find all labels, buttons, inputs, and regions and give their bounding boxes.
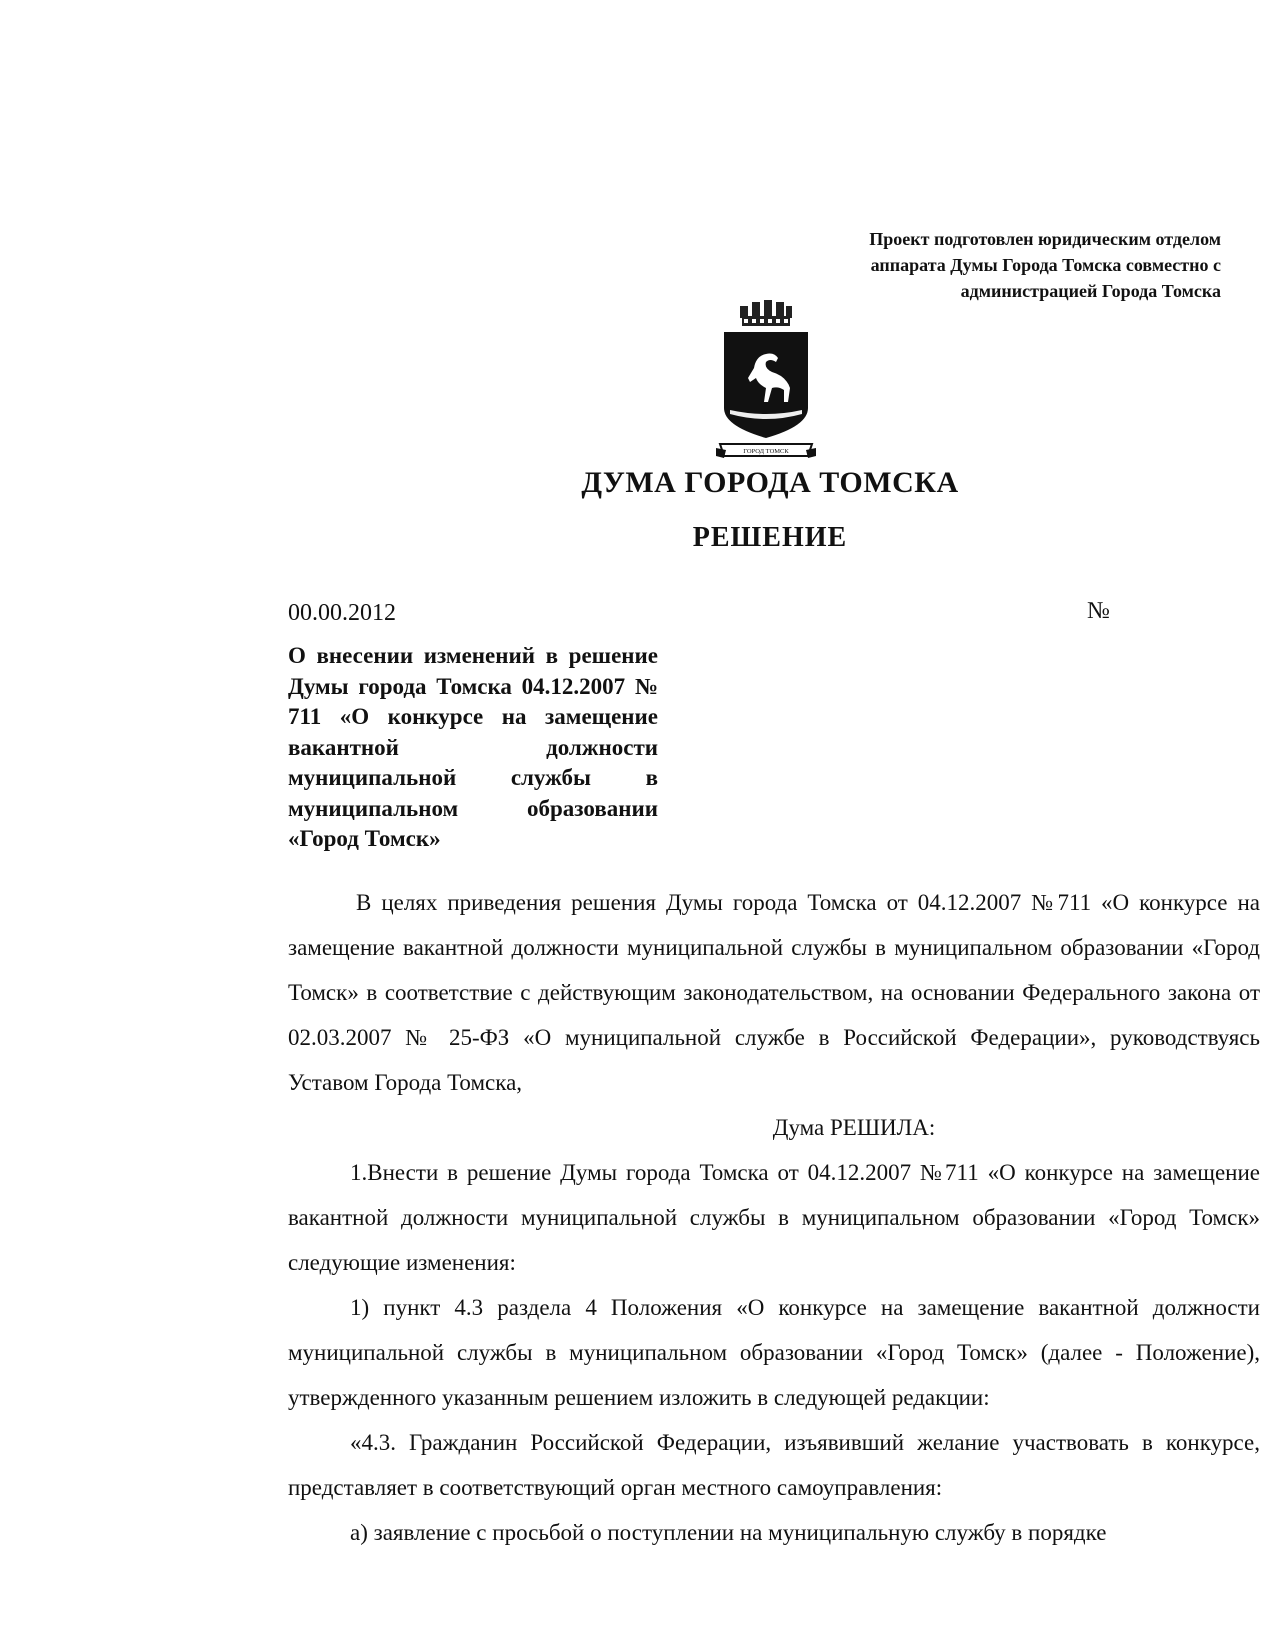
- item-4-3-paragraph: «4.3. Гражданин Российской Федерации, изъявивший желание участвовать в конкурсе, представляет в соответствующий орган местного самоуправления:: [288, 1430, 1260, 1500]
- prepared-by-line-3: администрацией Города Томска: [960, 281, 1221, 301]
- item-1-paragraph: 1.Внести в решение Думы города Томска от 04.12.2007 №711 «О конкурсе на замещение вакантной должности муниципальной службы в муниципальном образовании «Город Томск» следующие изменения:: [288, 1160, 1260, 1275]
- document-type-title: РЕШЕНИЕ: [692, 522, 848, 553]
- resolution-heading: Дума РЕШИЛА:: [772, 1115, 936, 1140]
- organization-title: ДУМА ГОРОДА ТОМСКА: [581, 466, 959, 499]
- prepared-by-note: [869, 226, 1221, 304]
- tomsk-coat-of-arms-icon: [716, 298, 816, 468]
- document-date: 00.00.2012: [288, 600, 396, 626]
- emblem-ribbon-text: ГОРОД ТОМСК: [743, 448, 789, 455]
- prepared-by-line-2: аппарата Думы Города Томска совместно с: [870, 255, 1221, 275]
- prepared-by-line-1: Проект подготовлен юридическим отделом: [869, 229, 1221, 249]
- item-a-paragraph: а) заявление с просьбой о поступлении на муниципальную службу в порядке: [350, 1520, 1107, 1545]
- item-1-1-paragraph: 1) пункт 4.3 раздела 4 Положения «О конкурсе на замещение вакантной должности муниципальной службы в муниципальном образовании «Город Томск» (далее - Положение), утвержденного указанным решением изложить в следующей редакции:: [288, 1295, 1260, 1410]
- document-subject: О внесении изменений в решение Думы города Томска 04.12.2007 № 711 «О конкурсе на замещение вакантной должности муниципальной службы в муниципальном образовании «Город Томск»: [288, 643, 658, 851]
- document-number-label: №: [1087, 598, 1110, 624]
- document-body: [288, 880, 1260, 1555]
- preamble-paragraph: В целях приведения решения Думы города Томска от 04.12.2007 №711 «О конкурсе на замещение вакантной должности муниципальной службы в муниципальном образовании «Город Томск» в соответствие с действующим законодательством, на основании Федерального закона от 02.03.2007 № 25-ФЗ «О муниципальной службе в Российской Федерации», руководствуясь Уставом Города Томска,: [288, 890, 1260, 1095]
